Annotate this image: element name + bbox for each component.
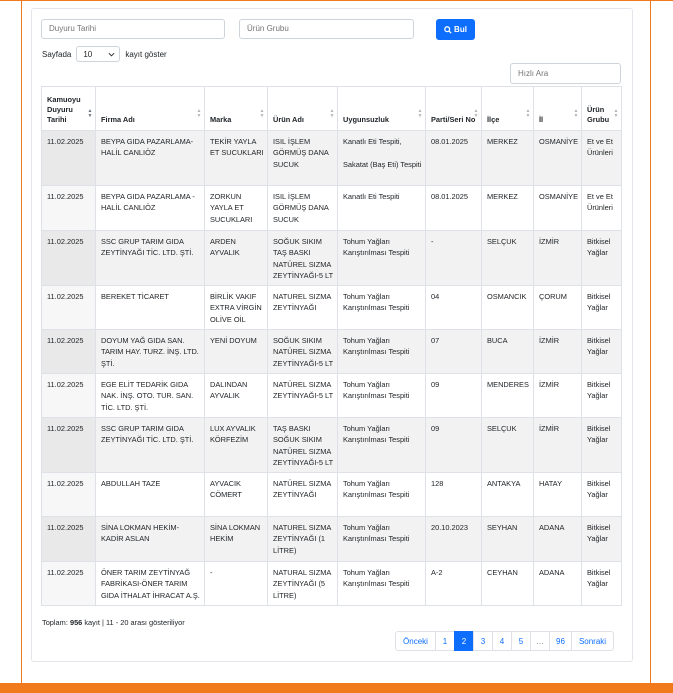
cell-group: Bitkisel Yağlar xyxy=(582,516,622,561)
table-row xyxy=(42,329,622,373)
cell-company: ÖNER TARIM ZEYTİNYAĞ FABRİKASI-ÖNER TARIM GIDA İTHALAT İHRACAT A.Ş. xyxy=(96,561,205,605)
cell-district: ANTAKYA xyxy=(482,472,534,516)
cell-nonconformity: Tohum Yağları Karıştırılması Tespiti xyxy=(338,231,426,286)
cell-province: OSMANİYE xyxy=(534,186,582,231)
cell-nonconformity: Tohum Yağları Karıştırılması Tespiti xyxy=(338,516,426,561)
table-row xyxy=(42,417,622,472)
pagination xyxy=(396,631,614,651)
page-length-suffix: kayıt göster xyxy=(125,49,167,59)
search-icon xyxy=(444,26,452,34)
table-row xyxy=(42,373,622,417)
page-3-button[interactable]: 3 xyxy=(473,631,493,651)
cell-province: OSMANİYE xyxy=(534,131,582,186)
search-button[interactable] xyxy=(436,19,475,40)
cell-province: İZMİR xyxy=(534,231,582,286)
cell-batch: 20.10.2023 xyxy=(426,516,482,561)
cell-nonconformity: Kanatlı Eti Tespiti xyxy=(338,186,426,231)
cell-group: Bitkisel Yağlar xyxy=(582,417,622,472)
sort-desc-icon: ▲ ▼ xyxy=(87,108,93,119)
info-suffix: kayıt | 11 - 20 arası gösteriliyor xyxy=(84,618,185,627)
page-96-button[interactable]: 96 xyxy=(549,631,572,651)
cell-nonconformity: Tohum Yağları Karıştırılması Tespiti xyxy=(338,472,426,516)
col-header-group[interactable]: Ürün Grubu ▲ ▼ xyxy=(582,87,622,131)
cell-brand: BİRLİK VAKIF EXTRA VİRGİN OLİVE OİL xyxy=(205,285,268,329)
cell-batch: 07 xyxy=(426,329,482,373)
cell-batch: A-2 xyxy=(426,561,482,605)
cell-brand: ARDEN AYVALIK xyxy=(205,231,268,286)
info-total: 956 xyxy=(69,618,83,627)
cell-province: ADANA xyxy=(534,516,582,561)
sort-icon: ▲ ▼ xyxy=(525,108,531,119)
cell-district: MERKEZ xyxy=(482,131,534,186)
cell-date: 11.02.2025 xyxy=(42,417,96,472)
sort-icon: ▲ ▼ xyxy=(196,108,202,119)
cell-province: İZMİR xyxy=(534,329,582,373)
cell-date: 11.02.2025 xyxy=(42,329,96,373)
cell-product: TAŞ BASKI SOĞUK SIKIM NATÜREL SIZMA ZEYTİNYAĞI-5 LT xyxy=(268,417,338,472)
cell-batch: 09 xyxy=(426,417,482,472)
cell-date: 11.02.2025 xyxy=(42,561,96,605)
cell-date: 11.02.2025 xyxy=(42,285,96,329)
cell-brand: ZORKUN YAYLA ET SUCUKLARI xyxy=(205,186,268,231)
cell-date: 11.02.2025 xyxy=(42,131,96,186)
cell-brand: - xyxy=(205,561,268,605)
cell-company: SİNA LOKMAN HEKİM-KADİR ASLAN xyxy=(96,516,205,561)
cell-nonconformity: Tohum Yağları Karıştırılması Tespiti xyxy=(338,561,426,605)
cell-company: SSC GRUP TARIM GIDA ZEYTİNYAĞI TİC. LTD. ŞTİ. xyxy=(96,231,205,286)
cell-date: 11.02.2025 xyxy=(42,186,96,231)
cell-company: EGE ELİT TEDARİK GIDA NAK. İNŞ. OTO. TUR. SAN. TİC. LTD. ŞTİ. xyxy=(96,373,205,417)
col-header-district[interactable]: İlçe ▲ ▼ xyxy=(482,87,534,131)
table-row xyxy=(42,561,622,605)
cell-district: SELÇUK xyxy=(482,417,534,472)
page-border-right xyxy=(650,0,651,684)
cell-district: SELÇUK xyxy=(482,231,534,286)
cell-group: Et ve Et Ürünleri xyxy=(582,131,622,186)
cell-brand: YENİ DOYUM xyxy=(205,329,268,373)
announcement-date-input[interactable] xyxy=(41,19,225,39)
cell-date: 11.02.2025 xyxy=(42,373,96,417)
page-border-left xyxy=(21,0,22,684)
search-button-label: Bul xyxy=(454,25,467,34)
cell-batch: 128 xyxy=(426,472,482,516)
cell-nonconformity: Tohum Yağları Karıştırılması Tespiti xyxy=(338,417,426,472)
cell-brand: SİNA LOKMAN HEKİM xyxy=(205,516,268,561)
cell-product: SOĞUK SIKIM NATÜREL SIZMA ZEYTİNYAĞI-5 LT xyxy=(268,329,338,373)
page-5-button[interactable]: 5 xyxy=(511,631,531,651)
cell-nonconformity: Tohum Yağları Karıştırılması Tespiti xyxy=(338,373,426,417)
cell-province: ADANA xyxy=(534,561,582,605)
cell-group: Bitkisel Yağlar xyxy=(582,472,622,516)
sort-icon: ▲ ▼ xyxy=(259,108,265,119)
cell-brand: LUX AYVALIK KÖRFEZİM xyxy=(205,417,268,472)
sort-icon: ▲ ▼ xyxy=(613,108,619,119)
page-length-select[interactable] xyxy=(76,46,120,62)
page-2-button[interactable]: 2 xyxy=(454,631,474,651)
page-next-button[interactable]: Sonraki xyxy=(571,631,614,651)
col-header-product[interactable]: Ürün Adı ▲ ▼ xyxy=(268,87,338,131)
cell-group: Bitkisel Yağlar xyxy=(582,231,622,286)
sort-icon: ▲ ▼ xyxy=(473,108,479,119)
cell-district: OSMANCIK xyxy=(482,285,534,329)
col-header-province[interactable]: İl ▲ ▼ xyxy=(534,87,582,131)
cell-company: BEYPA GIDA PAZARLAMA-HALİL CANLIÖZ xyxy=(96,131,205,186)
table-row xyxy=(42,231,622,286)
quick-search-input[interactable] xyxy=(510,63,621,84)
cell-company: DOYUM YAĞ GIDA SAN. TARIM HAY. TURZ. İNŞ. LTD. ŞTİ. xyxy=(96,329,205,373)
cell-group: Bitkisel Yağlar xyxy=(582,373,622,417)
cell-district: CEYHAN xyxy=(482,561,534,605)
table-row xyxy=(42,131,622,186)
cell-group: Et ve Et Ürünleri xyxy=(582,186,622,231)
cell-province: İZMİR xyxy=(534,373,582,417)
cell-district: MERKEZ xyxy=(482,186,534,231)
footer-accent-bar xyxy=(0,683,673,693)
table-row xyxy=(42,472,622,516)
cell-date: 11.02.2025 xyxy=(42,231,96,286)
cell-company: BEREKET TİCARET xyxy=(96,285,205,329)
cell-group: Bitkisel Yağlar xyxy=(582,285,622,329)
cell-product: ISIL İŞLEM GÖRMÜŞ DANA SUCUK xyxy=(268,186,338,231)
cell-group: Bitkisel Yağlar xyxy=(582,329,622,373)
chevron-down-icon xyxy=(108,52,115,57)
col-header-company[interactable]: Firma Adı ▲ ▼ xyxy=(96,87,205,131)
cell-company: ABDULLAH TAZE xyxy=(96,472,205,516)
cell-nonconformity: Tohum Yağları Karıştırılması Tespiti xyxy=(338,329,426,373)
cell-batch: 08.01.2025 xyxy=(426,131,482,186)
cell-group: Bitkisel Yağlar xyxy=(582,561,622,605)
cell-product: SOĞUK SIKIM TAŞ BASKI NATÜREL SIZMA ZEYTİNYAĞI-5 LT xyxy=(268,231,338,286)
table-row xyxy=(42,285,622,329)
cell-brand: DALINDAN AYVALIK xyxy=(205,373,268,417)
cell-district: MENDERES xyxy=(482,373,534,417)
cell-product: ISIL İŞLEM GÖRMÜŞ DANA SUCUK xyxy=(268,131,338,186)
table-row xyxy=(42,516,622,561)
sort-icon: ▲ ▼ xyxy=(417,108,423,119)
cell-product: NATÜREL SIZMA ZEYTİNYAĞI xyxy=(268,472,338,516)
cell-brand: TEKİR YAYLA ET SUCUKLARI xyxy=(205,131,268,186)
results-table xyxy=(41,86,622,606)
page-length-control xyxy=(42,46,167,62)
cell-company: BEYPA GIDA PAZARLAMA - HALİL CANLIÖZ xyxy=(96,186,205,231)
cell-product: NATURAL SIZMA ZEYTİNYAĞI (5 LİTRE) xyxy=(268,561,338,605)
cell-nonconformity: Kanatlı Eti Tespiti, Sakatat (Baş Eti) Tespiti xyxy=(338,131,426,186)
cell-batch: 08.01.2025 xyxy=(426,186,482,231)
page-prev-button[interactable]: Önceki xyxy=(395,631,436,651)
cell-product: NATÜREL SIZMA ZEYTİNYAĞI-5 LT xyxy=(268,373,338,417)
col-header-date[interactable]: Kamuoyu Duyuru Tarihi ▲ ▼ xyxy=(42,87,96,131)
cell-company: SSC GRUP TARIM GIDA ZEYTİNYAĞI TİC. LTD. ŞTİ. xyxy=(96,417,205,472)
cell-brand: AYVACIK CÖMERT xyxy=(205,472,268,516)
cell-nonconformity: Tohum Yağları Karıştırılması Tespiti xyxy=(338,285,426,329)
col-header-nonconformity[interactable]: Uygunsuzluk ▲ ▼ xyxy=(338,87,426,131)
page-1-button[interactable]: 1 xyxy=(435,631,455,651)
cell-product: NATUREL SIZMA ZEYTİNYAĞI xyxy=(268,285,338,329)
cell-district: BUCA xyxy=(482,329,534,373)
sort-icon: ▲ ▼ xyxy=(329,108,335,119)
page-length-prefix: Sayfada xyxy=(42,49,72,59)
col-header-batch[interactable]: Parti/Seri No ▲ ▼ xyxy=(426,87,482,131)
info-prefix: Toplam: xyxy=(42,618,68,627)
cell-province: HATAY xyxy=(534,472,582,516)
cell-batch: 04 xyxy=(426,285,482,329)
col-header-brand[interactable]: Marka ▲ ▼ xyxy=(205,87,268,131)
table-info xyxy=(42,618,185,627)
cell-province: İZMİR xyxy=(534,417,582,472)
table-row xyxy=(42,186,622,231)
top-accent-line xyxy=(0,0,673,1)
product-group-input[interactable] xyxy=(239,19,414,39)
sort-icon: ▲ ▼ xyxy=(573,108,579,119)
cell-batch: - xyxy=(426,231,482,286)
cell-district: SEYHAN xyxy=(482,516,534,561)
page-4-button[interactable]: 4 xyxy=(492,631,512,651)
page-length-value: 10 xyxy=(83,49,93,59)
cell-batch: 09 xyxy=(426,373,482,417)
cell-product: NATUREL SIZMA ZEYTİNYAĞI (1 LİTRE) xyxy=(268,516,338,561)
cell-date: 11.02.2025 xyxy=(42,516,96,561)
page-ellipsis: … xyxy=(530,631,550,651)
cell-date: 11.02.2025 xyxy=(42,472,96,516)
cell-province: ÇORUM xyxy=(534,285,582,329)
